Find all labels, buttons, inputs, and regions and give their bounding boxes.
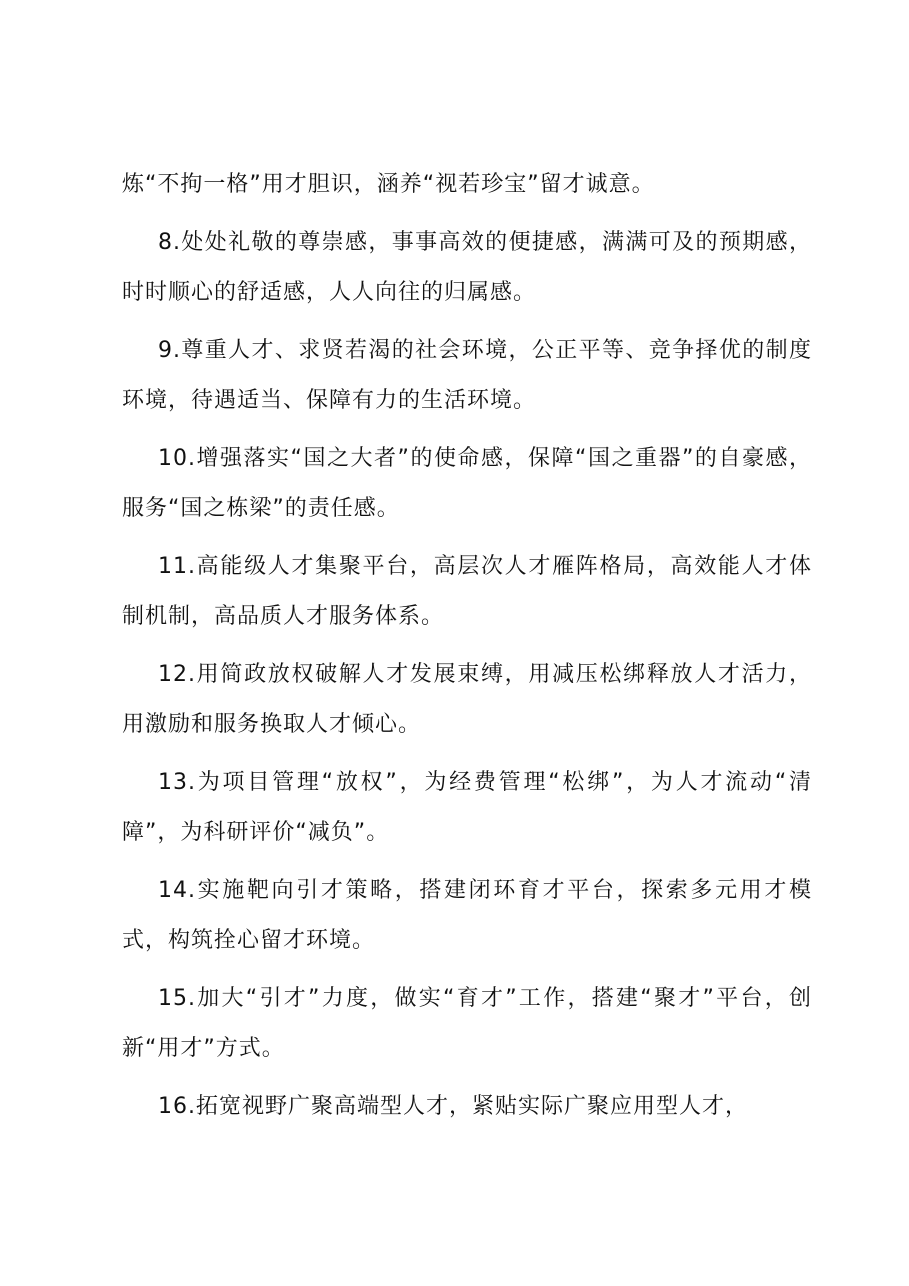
paragraph-item-8: 8.处处礼敬的尊崇感，事事高效的便捷感，满满可及的预期感，时时顺心的舒适感，人人向往的归属感。 <box>122 230 812 305</box>
paragraph-continuation: 炼“不拘一格”用才胆识，涵养“视若珍宝”留才诚意。 <box>122 172 655 197</box>
paragraph-item-11: 11.高能级人才集聚平台，高层次人才雁阵格局，高效能人才体制机制，高品质人才服务体系。 <box>122 554 812 629</box>
paragraph-item-13: 13.为项目管理“放权”，为经费管理“松绑”，为人才流动“清障”，为科研评价“减负”。 <box>122 770 812 845</box>
paragraph-item-15: 15.加大“引才”力度，做实“育才”工作，搭建“聚才”平台，创新“用才”方式。 <box>122 986 812 1061</box>
paragraph-item-10: 10.增强落实“国之大者”的使命感，保障“国之重器”的自豪感，服务“国之栋梁”的责任感。 <box>122 446 812 521</box>
paragraph-item-14: 14.实施靶向引才策略，搭建闭环育才平台，探索多元用才模式，构筑拴心留才环境。 <box>122 878 812 953</box>
paragraph-item-16: 16.拓宽视野广聚高端型人才，紧贴实际广聚应用型人才， <box>158 1094 748 1119</box>
paragraph-item-9: 9.尊重人才、求贤若渴的社会环境，公正平等、竞争择优的制度环境，待遇适当、保障有力的生活环境。 <box>122 338 812 413</box>
document-body <box>122 160 812 1140</box>
paragraph-item-12: 12.用简政放权破解人才发展束缚，用减压松绑释放人才活力，用激励和服务换取人才倾心。 <box>122 662 812 737</box>
